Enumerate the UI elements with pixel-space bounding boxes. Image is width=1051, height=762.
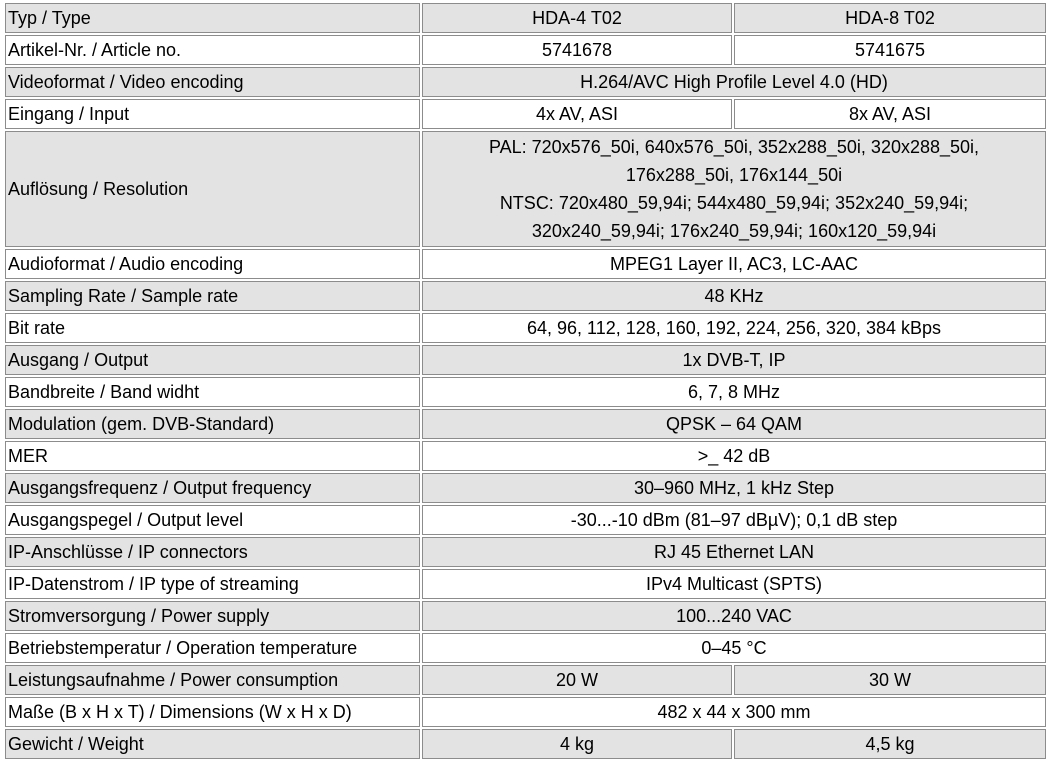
cell-value-shared: 482 x 44 x 300 mm [422,697,1046,727]
table-row-input [5,99,1046,129]
cell-value-shared: -30...-10 dBm (81–97 dBµV); 0,1 dB step [422,505,1046,535]
row-label: Ausgangspegel / Output level [5,505,420,535]
cell-value-shared [422,131,1046,247]
resolution-line: NTSC: 720x480_59,94i; 544x480_59,94i; 352x240_59,94i; [499,193,969,213]
cell-value-hda8: 8x AV, ASI [734,99,1046,129]
row-label: Leistungsaufnahme / Power consumption [5,665,420,695]
row-label: Modulation (gem. DVB-Standard) [5,409,420,439]
row-label: Ausgang / Output [5,345,420,375]
cell-value-shared: RJ 45 Ethernet LAN [422,537,1046,567]
column-header-hda4: HDA-4 T02 [422,3,732,33]
row-label: Gewicht / Weight [5,729,420,759]
table-row-modulation [5,409,1046,439]
table-row-mer [5,441,1046,471]
cell-value-shared: 0–45 °C [422,633,1046,663]
table-row-type [5,3,1046,33]
row-label: Maße (B x H x T) / Dimensions (W x H x D) [5,697,420,727]
table-row-bitrate [5,313,1046,343]
cell-value-hda4: 4x AV, ASI [422,99,732,129]
cell-value-shared: 64, 96, 112, 128, 160, 192, 224, 256, 320, 384 kBps [422,313,1046,343]
cell-value-hda8: 30 W [734,665,1046,695]
table-row-power-consumption [5,665,1046,695]
cell-value-hda8: 4,5 kg [734,729,1046,759]
cell-value-shared: 100...240 VAC [422,601,1046,631]
cell-value-hda4: 5741678 [422,35,732,65]
spec-table [3,1,1048,761]
row-label: Eingang / Input [5,99,420,129]
cell-value-hda4: 4 kg [422,729,732,759]
row-label: Auflösung / Resolution [5,131,420,247]
row-label: IP-Anschlüsse / IP connectors [5,537,420,567]
row-label: Bandbreite / Band widht [5,377,420,407]
table-row-temperature [5,633,1046,663]
cell-value-shared: QPSK – 64 QAM [422,409,1046,439]
table-row-output-frequency [5,473,1046,503]
table-row-power-supply [5,601,1046,631]
table-row-output-level [5,505,1046,535]
table-row-bandwidth [5,377,1046,407]
cell-value-shared: 1x DVB-T, IP [422,345,1046,375]
cell-value-shared: >_ 42 dB [422,441,1046,471]
table-row-sampling [5,281,1046,311]
row-label: MER [5,441,420,471]
row-label: Betriebstemperatur / Operation temperature [5,633,420,663]
row-label: Audioformat / Audio encoding [5,249,420,279]
table-row-ip-streaming [5,569,1046,599]
cell-value-hda8: 5741675 [734,35,1046,65]
resolution-line: PAL: 720x576_50i, 640x576_50i, 352x288_50i, 320x288_50i, [488,137,980,157]
row-label: Typ / Type [5,3,420,33]
row-label: Ausgangsfrequenz / Output frequency [5,473,420,503]
cell-value-shared: 6, 7, 8 MHz [422,377,1046,407]
cell-value-shared: H.264/AVC High Profile Level 4.0 (HD) [422,67,1046,97]
row-label: Videoformat / Video encoding [5,67,420,97]
row-label: Bit rate [5,313,420,343]
cell-value-shared: 30–960 MHz, 1 kHz Step [422,473,1046,503]
table-row-article [5,35,1046,65]
cell-value-shared: 48 KHz [422,281,1046,311]
row-label: Stromversorgung / Power supply [5,601,420,631]
table-row-ip-connectors [5,537,1046,567]
cell-value-hda4: 20 W [422,665,732,695]
table-row-resolution [5,131,1046,247]
column-header-hda8: HDA-8 T02 [734,3,1046,33]
table-row-weight [5,729,1046,759]
cell-value-shared: IPv4 Multicast (SPTS) [422,569,1046,599]
table-row-dimensions [5,697,1046,727]
row-label: IP-Datenstrom / IP type of streaming [5,569,420,599]
row-label: Artikel-Nr. / Article no. [5,35,420,65]
table-row-output [5,345,1046,375]
resolution-line: 176x288_50i, 176x144_50i [625,165,843,185]
cell-value-shared: MPEG1 Layer II, AC3, LC-AAC [422,249,1046,279]
table-row-audio [5,249,1046,279]
row-label: Sampling Rate / Sample rate [5,281,420,311]
resolution-line: 320x240_59,94i; 176x240_59,94i; 160x120_59,94i [531,221,937,241]
table-row-video [5,67,1046,97]
